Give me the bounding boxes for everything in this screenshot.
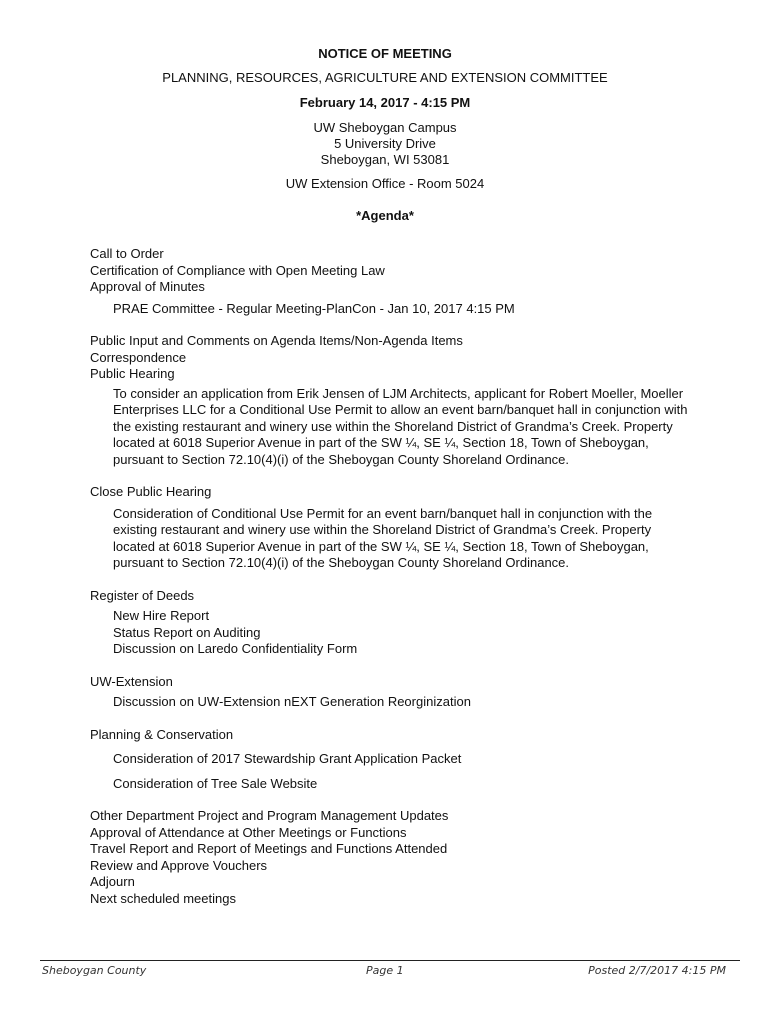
certification: Certification of Compliance with Open Meeting Law [90, 262, 385, 278]
correspondence: Correspondence [90, 349, 187, 365]
call-to-order: Call to Order [90, 246, 164, 261]
register-of-deeds: Register of Deeds [90, 587, 195, 603]
planning-item: Consideration of Tree Sale Website [113, 775, 318, 791]
committee-name: PLANNING, RESOURCES, AGRICULTURE AND EXTENSION COMMITTEE [162, 70, 608, 85]
room: UW Extension Office - Room 5024 [285, 176, 485, 191]
footer-divider [40, 960, 740, 961]
footer-posted-date: Posted 2/7/2017 4:15 PM [588, 964, 726, 977]
planning-item: Consideration of 2017 Stewardship Grant Application Packet [113, 751, 462, 766]
closing-item: Next scheduled meetings [90, 890, 236, 906]
closing-item: Other Department Project and Program Management Updates [90, 808, 449, 823]
footer-county: Sheboygan County [42, 964, 147, 977]
public-hearing-description: To consider an application from Erik Jensen of LJM Architects, applicant for Robert Moeller, Moeller Enterprises LLC for a Conditional Use Permit to allow an event barn/banquet hall in conjunction with the existing restaurant and winery use within the Shoreland District of Grandma’s Creek. Property located at 6018 Superior Avenue in part of the SW ¼, SE ¼, Section 18, Town of Sheboygan, pursuant to Section 72.10(4)(i) of the Sheboygan County Shoreland Ordinance. [113, 385, 688, 467]
approval-of-minutes: Approval of Minutes [90, 279, 205, 294]
public-input: Public Input and Comments on Agenda Items/Non-Agenda Items [90, 333, 463, 348]
register-item: Discussion on Laredo Confidentiality Form [113, 641, 358, 656]
agenda-list [90, 246, 690, 907]
agenda-title: *Agenda* [356, 208, 414, 223]
location-line-2: 5 University Drive [334, 136, 436, 151]
uw-extension-item: Discussion on UW-Extension nEXT Generation Reorginization [113, 694, 471, 709]
public-hearing: Public Hearing [90, 366, 175, 381]
planning-conservation: Planning & Conservation [90, 726, 234, 742]
register-item: New Hire Report [113, 608, 210, 623]
closing-item: Travel Report and Report of Meetings and Functions Attended [90, 841, 448, 856]
location-line-3: Sheboygan, WI 53081 [320, 152, 450, 167]
close-public-hearing: Close Public Hearing [90, 484, 212, 499]
minutes-item: PRAE Committee - Regular Meeting-PlanCon - Jan 10, 2017 4:15 PM [113, 300, 515, 316]
closing-item: Approval of Attendance at Other Meetings or Functions [90, 824, 407, 840]
closing-item: Adjourn [90, 874, 135, 889]
location-line-1: UW Sheboygan Campus [313, 120, 457, 135]
footer-page-number: Page 1 [366, 964, 404, 977]
notice-title: NOTICE OF MEETING [318, 46, 452, 61]
close-hearing-description: Consideration of Conditional Use Permit for an event barn/banquet hall in conjunction with the existing restaurant and winery use within the Shoreland District of Grandma’s Creek. Property located at 6018 Superior Avenue in part of the SW ¼, SE ¼, Section 18, Town of Sheboygan, pursuant to Section 72.10(4)(i) of the Sheboygan County Shoreland Ordinance. [113, 505, 653, 570]
register-item: Status Report on Auditing [113, 624, 261, 640]
meeting-datetime: February 14, 2017 - 4:15 PM [299, 95, 471, 110]
closing-item: Review and Approve Vouchers [90, 857, 268, 873]
uw-extension: UW-Extension [90, 673, 173, 689]
